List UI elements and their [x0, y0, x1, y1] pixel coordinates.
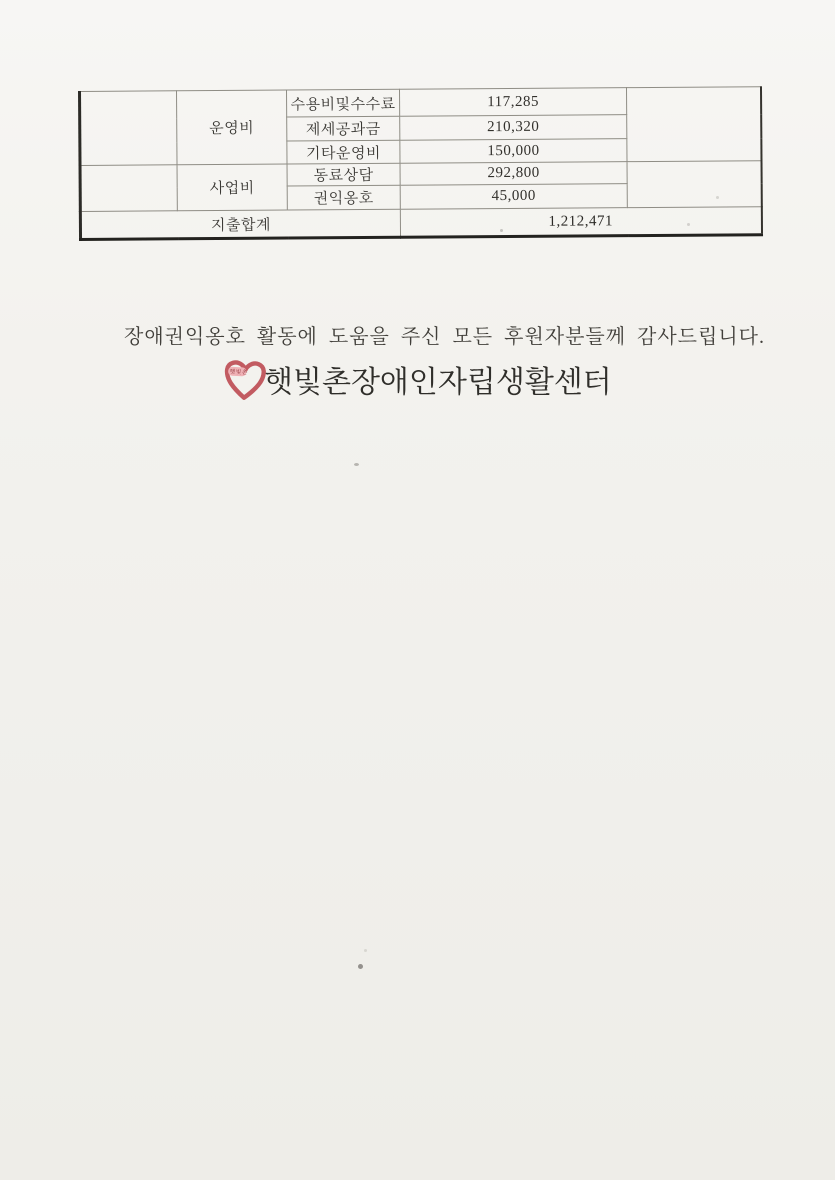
item-name-cell: 동료상담 — [287, 163, 400, 186]
item-name-cell: 제세공과금 — [287, 116, 400, 141]
empty-right-cell — [626, 87, 761, 162]
amount-cell: 210,320 — [400, 115, 627, 141]
organization-logo — [221, 353, 612, 405]
heart-logo-icon — [220, 353, 271, 405]
scan-speck — [354, 463, 359, 466]
category-cell-operating: 운영비 — [177, 90, 288, 165]
empty-left-cell — [80, 91, 178, 166]
empty-right-cell — [627, 161, 761, 208]
expense-table-section — [78, 86, 760, 241]
expense-table — [78, 86, 763, 241]
amount-cell: 45,000 — [400, 184, 627, 210]
scan-speck — [364, 949, 367, 952]
total-amount-cell: 1,212,471 — [400, 207, 761, 238]
table-total-row — [80, 207, 761, 240]
item-name-cell: 권익옹호 — [287, 185, 400, 210]
item-name-cell: 수용비및수수료 — [286, 89, 399, 117]
total-label-cell: 지출합계 — [80, 209, 400, 239]
thanks-message: 장애권익옹호 활동에 도움을 주신 모든 후원자분들께 감사드립니다. — [124, 326, 765, 348]
table-row — [80, 87, 761, 119]
item-name-cell: 기타운영비 — [287, 140, 400, 164]
table-row — [80, 161, 761, 188]
organization-name: 햇빛촌장애인자립생활센터 — [264, 366, 612, 399]
heart-badge-text: 햇빛촌 — [229, 369, 249, 377]
amount-cell: 292,800 — [400, 162, 627, 186]
category-cell-project: 사업비 — [177, 164, 287, 211]
scan-speck — [358, 964, 363, 969]
empty-left-cell — [80, 165, 177, 212]
amount-cell: 150,000 — [400, 139, 627, 164]
amount-cell: 117,285 — [399, 88, 626, 117]
